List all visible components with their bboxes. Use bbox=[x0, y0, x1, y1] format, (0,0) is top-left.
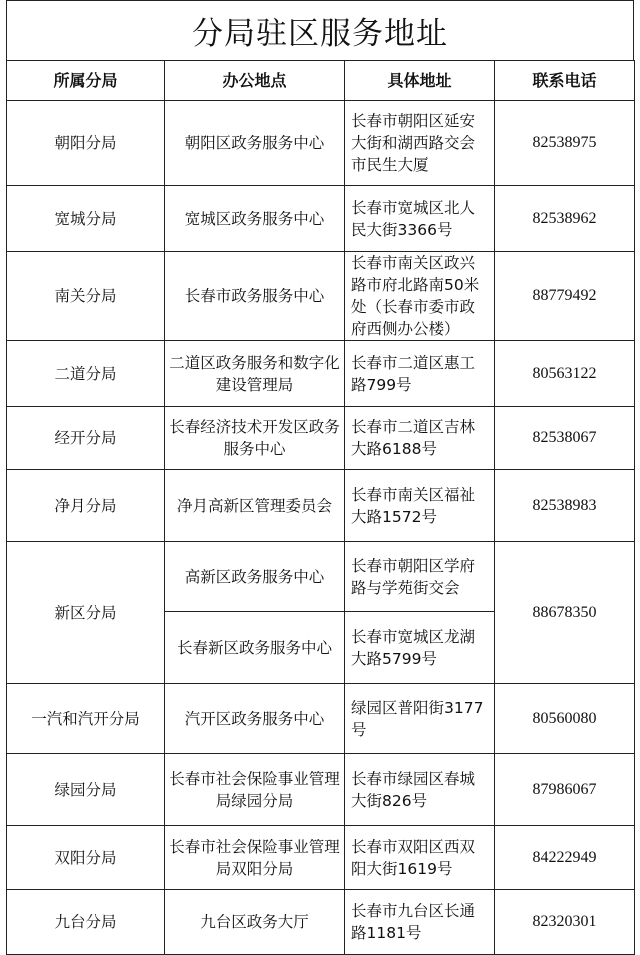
office-cell: 净月高新区管理委员会 bbox=[165, 470, 345, 542]
phone-cell: 88678350 bbox=[495, 542, 635, 684]
header-address: 具体地址 bbox=[345, 61, 495, 101]
phone-cell: 82538962 bbox=[495, 186, 635, 252]
address-cell: 长春市二道区吉林大路6188号 bbox=[345, 407, 495, 470]
branch-cell: 新区分局 bbox=[7, 542, 165, 684]
phone-cell: 82538975 bbox=[495, 101, 635, 186]
address-cell: 长春市宽城区北人民大街3366号 bbox=[345, 186, 495, 252]
page-title: 分局驻区服务地址 bbox=[6, 0, 634, 60]
office-cell: 九台区政务大厅 bbox=[165, 890, 345, 955]
header-office: 办公地点 bbox=[165, 61, 345, 101]
phone-cell: 80563122 bbox=[495, 341, 635, 407]
office-cell: 长春市社会保险事业管理局绿园分局 bbox=[165, 754, 345, 826]
office-cell: 高新区政务服务中心 bbox=[165, 542, 345, 612]
table-row bbox=[7, 407, 635, 470]
table-row bbox=[7, 101, 635, 186]
header-phone: 联系电话 bbox=[495, 61, 635, 101]
phone-cell: 82538067 bbox=[495, 407, 635, 470]
table-row bbox=[7, 186, 635, 252]
branch-cell: 朝阳分局 bbox=[7, 101, 165, 186]
table-row bbox=[7, 252, 635, 341]
table-row bbox=[7, 684, 635, 754]
branch-cell: 经开分局 bbox=[7, 407, 165, 470]
phone-cell: 87986067 bbox=[495, 754, 635, 826]
phone-cell: 80560080 bbox=[495, 684, 635, 754]
address-cell: 长春市双阳区西双阳大街1619号 bbox=[345, 826, 495, 890]
branch-cell: 净月分局 bbox=[7, 470, 165, 542]
header-branch: 所属分局 bbox=[7, 61, 165, 101]
office-cell: 二道区政务服务和数字化建设管理局 bbox=[165, 341, 345, 407]
address-cell: 长春市绿园区春城大街826号 bbox=[345, 754, 495, 826]
address-cell: 长春市九台区长通路1181号 bbox=[345, 890, 495, 955]
branch-cell: 宽城分局 bbox=[7, 186, 165, 252]
phone-cell: 84222949 bbox=[495, 826, 635, 890]
address-cell: 长春市宽城区龙湖大路5799号 bbox=[345, 612, 495, 684]
phone-cell: 88779492 bbox=[495, 252, 635, 341]
table-row bbox=[7, 754, 635, 826]
table-row bbox=[7, 470, 635, 542]
address-cell: 长春市二道区惠工路799号 bbox=[345, 341, 495, 407]
office-cell: 长春经济技术开发区政务服务中心 bbox=[165, 407, 345, 470]
branch-cell: 二道分局 bbox=[7, 341, 165, 407]
address-cell: 绿园区普阳街3177号 bbox=[345, 684, 495, 754]
table-header-row bbox=[7, 61, 635, 101]
office-cell: 宽城区政务服务中心 bbox=[165, 186, 345, 252]
phone-cell: 82538983 bbox=[495, 470, 635, 542]
table-row bbox=[7, 341, 635, 407]
office-cell: 长春市政务服务中心 bbox=[165, 252, 345, 341]
address-table bbox=[6, 60, 635, 955]
table-row bbox=[7, 890, 635, 955]
table-row bbox=[7, 542, 635, 612]
branch-cell: 一汽和汽开分局 bbox=[7, 684, 165, 754]
address-cell: 长春市朝阳区延安大街和湖西路交会市民生大厦 bbox=[345, 101, 495, 186]
branch-cell: 南关分局 bbox=[7, 252, 165, 341]
office-cell: 朝阳区政务服务中心 bbox=[165, 101, 345, 186]
branch-cell: 九台分局 bbox=[7, 890, 165, 955]
address-cell: 长春市南关区福祉大路1572号 bbox=[345, 470, 495, 542]
branch-cell: 绿园分局 bbox=[7, 754, 165, 826]
address-cell: 长春市朝阳区学府路与学苑街交会 bbox=[345, 542, 495, 612]
table-row bbox=[7, 826, 635, 890]
branch-cell: 双阳分局 bbox=[7, 826, 165, 890]
address-cell: 长春市南关区政兴路市府北路南50米处（长春市委市政府西侧办公楼） bbox=[345, 252, 495, 341]
office-cell: 长春市社会保险事业管理局双阳分局 bbox=[165, 826, 345, 890]
phone-cell: 82320301 bbox=[495, 890, 635, 955]
office-cell: 汽开区政务服务中心 bbox=[165, 684, 345, 754]
office-cell: 长春新区政务服务中心 bbox=[165, 612, 345, 684]
